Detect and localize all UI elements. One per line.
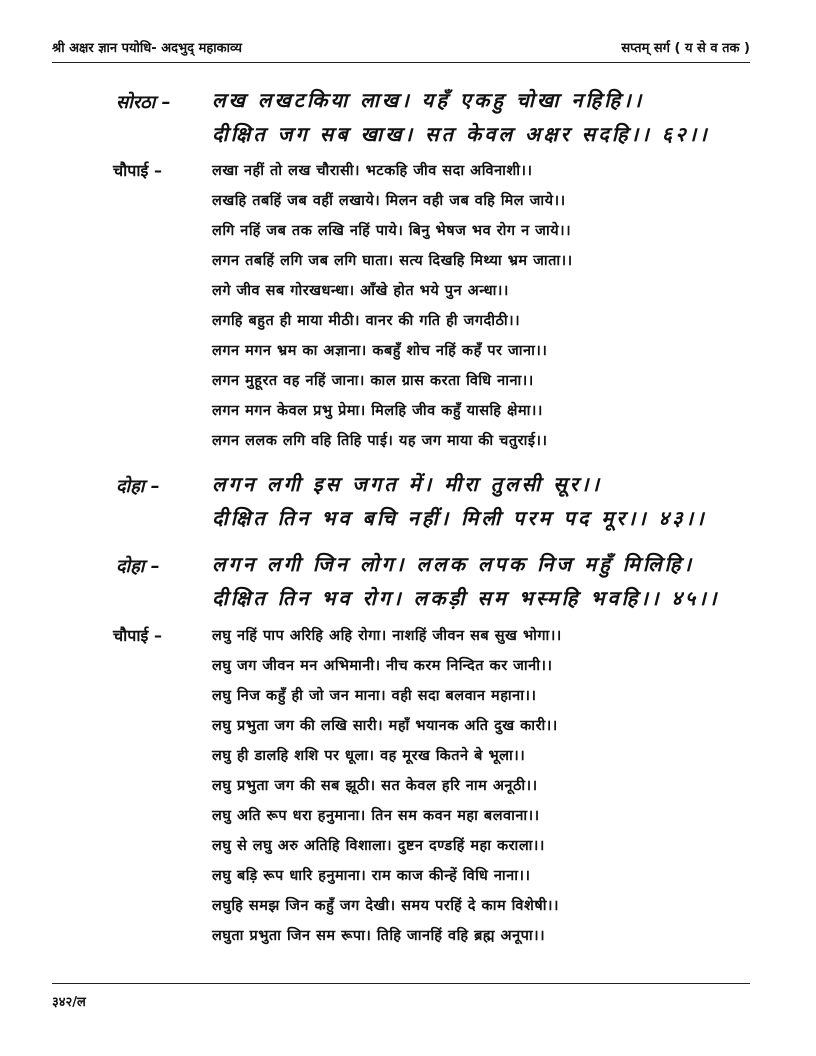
section-label: दोहा – (116, 476, 160, 497)
verse-line: लगहि बहुत ही माया मीठी। वानर की गति ही जगदीठी।। (212, 313, 521, 329)
section-label: दोहा – (116, 556, 160, 577)
verse-line: लघु प्रभुता जग की सब झूठी। सत केवल हरि नाम अनूठी।। (212, 778, 538, 794)
verse-line: लघुता प्रभुता जिन सम रूपा। तिहि जानहिं वहि ब्रह्म अनूपा।। (212, 928, 546, 944)
verse-line: लघु जग जीवन मन अभिमानी। नीच करम निन्दित कर जानी।। (212, 658, 553, 674)
verse-line: लघु बड़ि रूप धारि हनुमाना। राम काज कीन्हें विधि नाना।। (212, 868, 531, 884)
page-number: ३४२/ल (52, 995, 86, 1010)
verse-line: लख लखटकिया लाख। यहँ एकहु चोखा नहिहि।। (212, 88, 645, 112)
verse-line: लघु ही डालहि शशि पर धूला। वह मूरख कितने बे भूला।। (212, 748, 526, 764)
verse-line: लगन लगी इस जगत में। मीरा तुलसी सूर।। (212, 472, 603, 496)
verse-line: लखा नहीं तो लख चौरासी। भटकहि जीव सदा अविनाशी।। (212, 163, 533, 179)
verse-line: लगन तबहिं लगि जब लगि घाता। सत्य दिखहि मिथ्या भ्रम जाता।। (212, 253, 573, 269)
verse-line: लगन लगी जिन लोग। ललक लपक निज महुँ मिलिहि। (212, 552, 695, 576)
verse-line: लघु प्रभुता जग की लखि सारी। महाँ भयानक अति दुख कारी।। (212, 718, 558, 734)
verse-line: लगन मगन केवल प्रभु प्रेमा। मिलहि जीव कहुँ यासहि क्षेमा।। (212, 403, 543, 419)
verse-line: लगन मगन भ्रम का अज्ञाना। कबहुँ शोच नहिं कहँ पर जाना।। (212, 343, 548, 359)
verse-line: दीक्षित तिन भव रोग। लकड़ी सम भस्महि भवहि।। ४५।। (212, 586, 720, 610)
book-title: श्री अक्षर ज्ञान पयोधि- अदभुद् महाकाव्य (52, 41, 242, 56)
verse-line: लगे जीव सब गोरखधन्धा। आँखे होत भये पुन अन्धा।। (212, 283, 509, 299)
page-header (52, 34, 750, 63)
verse-line: लगि नहिं जब तक लखि नहिं पाये। बिनु भेषज भव रोग न जाये।। (212, 223, 572, 239)
section-label: चौपाई – (113, 626, 162, 645)
verse-line: दीक्षित जग सब खाख। सत केवल अक्षर सदहि।। ६२।। (212, 122, 710, 146)
verse-line: लघु अति रूप धरा हनुमाना। तिन सम कवन महा बलवाना।। (212, 808, 540, 824)
verse-line: लखहि तबहिं जब वहीं लखाये। मिलन वही जब वहि मिल जाये।। (212, 193, 566, 209)
verse-line: लगन मुहूरत वह नहिं जाना। काल ग्रास करता विधि नाना।। (212, 373, 534, 389)
section-label: चौपाई – (113, 161, 162, 180)
verse-line: लगन ललक लगि वहि तिहि पाई। यह जग माया की चतुराई।। (212, 433, 548, 449)
verse-line: लघु से लघु अरु अतिहि विशाला। दुष्टन दण्डहिं महा कराला।। (212, 838, 545, 854)
verse-line: लघु नहिं पाप अरिहि अहि रोगा। नाशहिं जीवन सब सुख भोगा।। (212, 628, 562, 644)
section-label: सोरठा – (116, 92, 171, 113)
verse-line: लघु निज कहुँ ही जो जन माना। वही सदा बलवान महाना।। (212, 688, 537, 704)
footer-divider (52, 983, 750, 984)
chapter-title: सप्तम् सर्ग ( य से व तक ) (621, 41, 750, 56)
verse-line: लघुहि समझ जिन कहुँ जग देखी। समय परहिं दे काम विशेषी।। (212, 898, 559, 914)
verse-line: दीक्षित तिन भव बचि नहीं। मिली परम पद मूर।। ४३।। (212, 506, 707, 530)
